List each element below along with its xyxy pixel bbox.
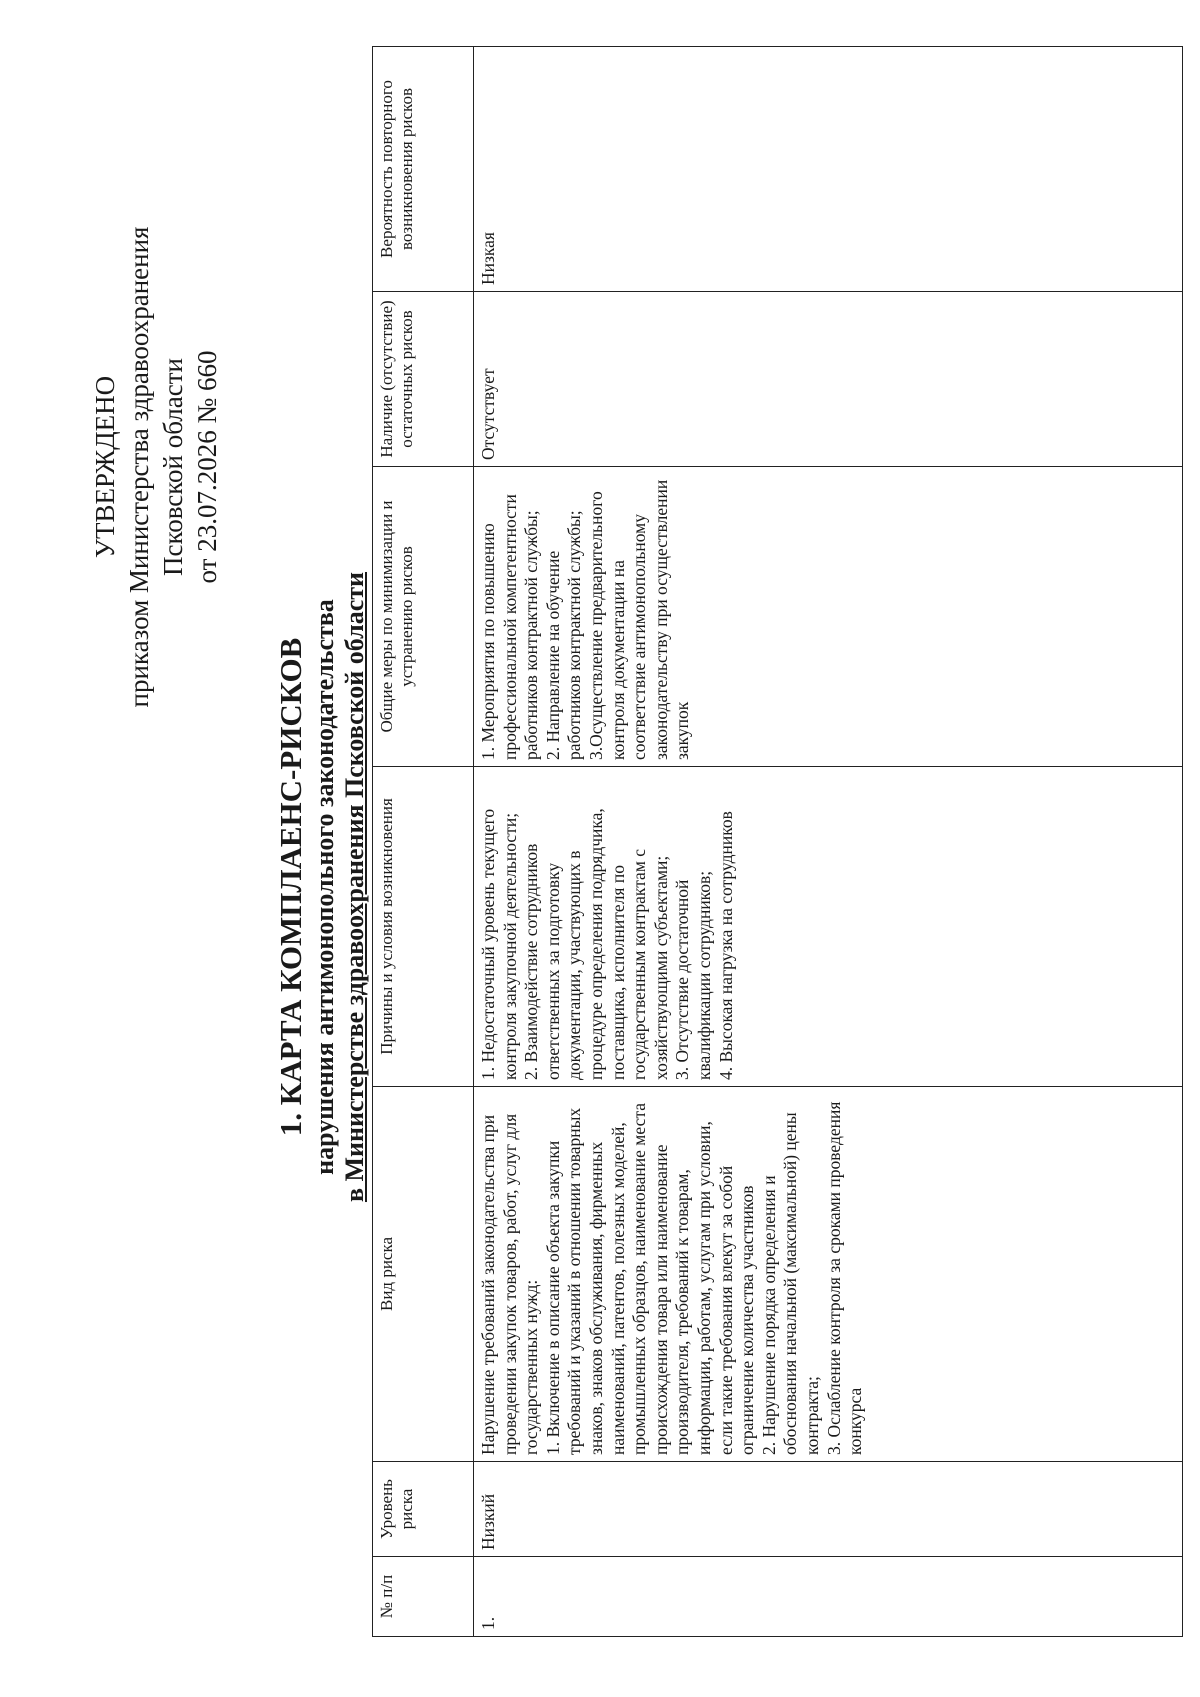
cell-level: Низкий: [474, 1462, 1183, 1557]
table-header-row: [373, 47, 474, 1637]
approval-line-4: от 23.07.2026 № 660: [192, 350, 222, 584]
header-probability: Вероятность повторного возникновения рисков: [373, 47, 474, 292]
header-residual: Наличие (отсутствие) остаточных рисков: [373, 292, 474, 467]
document-heading: [272, 207, 370, 1567]
cell-measures: 1. Мероприятия по повышению профессиональной компетентности работников контрактной службы; 2. Направление на обучение работников контрактной службы; 3.Осуществление предварительного контроля документации на соответствие антимонопольному законодательству при осуществлении закупок: [474, 467, 1183, 767]
header-type: Вид риска: [373, 1087, 474, 1462]
header-measures: Общие меры по минимизации и устранению рисков: [373, 467, 474, 767]
approval-line-2: приказом Министерства здравоохранения: [124, 226, 154, 708]
approval-line-3: Псковской области: [158, 358, 188, 577]
document-subtitle-1: нарушения антимонопольного законодательства: [310, 599, 339, 1175]
approval-line-1: УТВЕРЖДЕНО: [90, 375, 120, 559]
document-title: 1. КАРТА КОМПЛАЕНС-РИСКОВ: [273, 637, 308, 1137]
cell-causes: 1. Недостаточный уровень текущего контроля закупочной деятельности; 2. Взаимодействие сотрудников ответственных за подготовку документации, участвующих в процедуре определения подрядчика, поставщика, исполнителя по государственным контрактам с хозяйствующими субъектами; 3. Отсутствие достаточной квалификации сотрудников; 4. Высокая нагрузка на сотрудников: [474, 767, 1183, 1087]
approval-stamp: [88, 187, 224, 747]
risk-map-table: [372, 46, 1183, 1637]
cell-probability: Низкая: [474, 47, 1183, 292]
cell-num: 1.: [474, 1557, 1183, 1637]
header-level: Уровень риска: [373, 1462, 474, 1557]
header-causes: Причины и условия возникновения: [373, 767, 474, 1087]
header-num: № п/п: [373, 1557, 474, 1637]
table-row: [474, 47, 1183, 1637]
cell-residual: Отсутствует: [474, 292, 1183, 467]
cell-type: Нарушение требований законодательства при проведении закупок товаров, работ, услуг для государственных нужд: 1. Включение в описание объекта закупки требований и указаний в отношении товарных знаков, знаков обслуживания, фирменных наименований, патентов, полезных моделей, промышленных образцов, наименование места происхождения товара или наименование производителя, требований к товарам, информации, работам, услугам при условии, если такие требования влекут за собой ограничение количества участников 2. Нарушение порядка определения и обоснования начальной (максимальной) цены контракта; 3. Ослабление контроля за сроками проведения конкурса: [474, 1087, 1183, 1462]
document-subtitle-2: в Министерстве здравоохранения Псковской области: [340, 571, 369, 1203]
